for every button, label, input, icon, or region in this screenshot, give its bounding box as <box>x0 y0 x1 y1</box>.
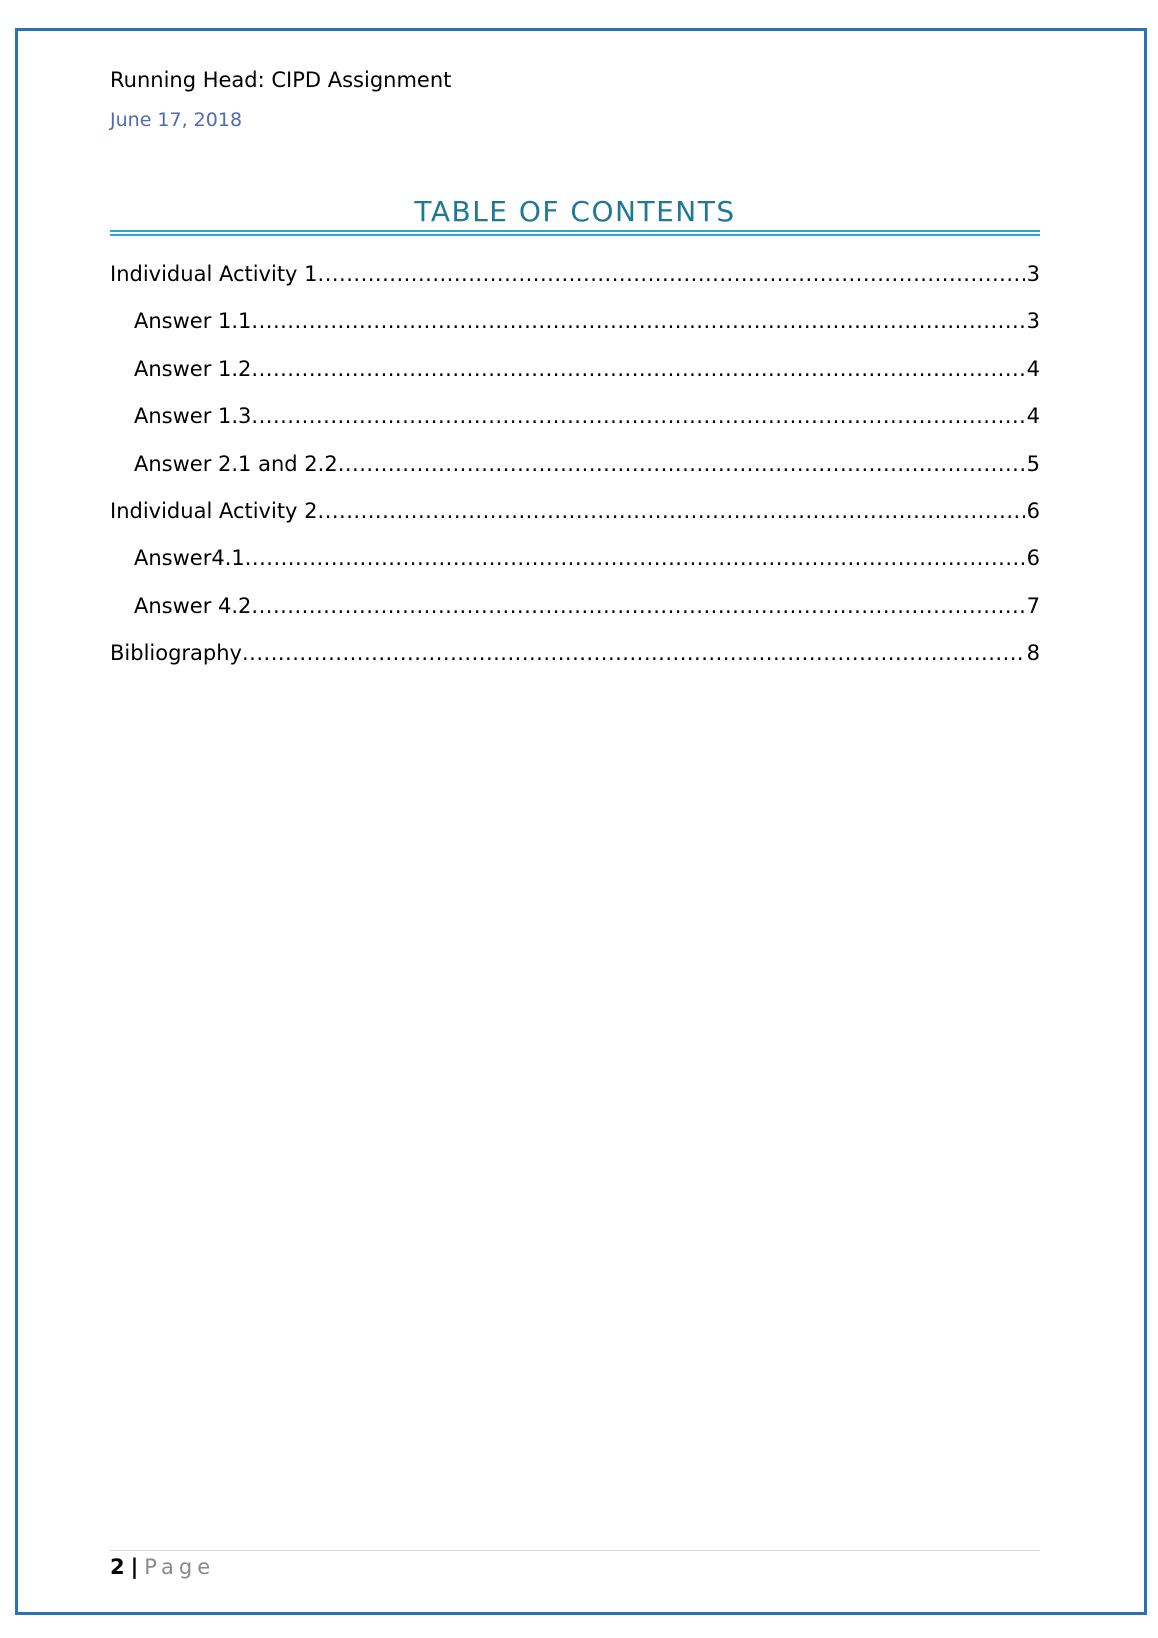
toc-entry-page: 6 <box>1026 546 1040 571</box>
toc-entry-answer-4-2[interactable] <box>110 594 1040 641</box>
toc-list <box>110 262 1040 689</box>
footer-page-word: Page <box>144 1555 216 1579</box>
document-date: June 17, 2018 <box>110 109 243 131</box>
toc-entry-page: 5 <box>1026 451 1040 476</box>
toc-entry-page: 4 <box>1026 404 1040 429</box>
toc-entry-label: Answer 1.1 <box>134 309 252 334</box>
toc-dot-leader <box>251 404 1024 428</box>
toc-entry-page: 8 <box>1026 641 1040 666</box>
toc-entry-label: Answer 1.3 <box>134 404 252 429</box>
footer-page-number: 2 <box>110 1555 125 1579</box>
toc-entry-label: Answer 1.2 <box>134 356 252 381</box>
toc-dot-leader <box>245 546 1025 570</box>
toc-entry-page: 6 <box>1026 498 1040 523</box>
toc-entry-page: 3 <box>1026 309 1040 334</box>
toc-dot-leader <box>318 262 1025 286</box>
toc-entry-answer-2-1-and-2-2[interactable] <box>110 452 1040 499</box>
toc-entry-individual-activity-1[interactable] <box>110 262 1040 309</box>
footer-rule <box>110 1550 1040 1551</box>
toc-dot-leader <box>251 357 1024 381</box>
toc-entry-page: 4 <box>1026 356 1040 381</box>
toc-entry-label: Individual Activity 2 <box>110 498 318 523</box>
toc-title-rule <box>110 230 1040 236</box>
toc-entry-answer-4-1[interactable] <box>110 546 1040 593</box>
toc-entry-label: Answer 4.2 <box>134 593 252 618</box>
footer-separator: | <box>130 1555 139 1579</box>
toc-dot-leader <box>242 641 1025 665</box>
toc-title: TABLE OF CONTENTS <box>414 195 736 228</box>
toc-dot-leader <box>338 452 1025 476</box>
running-head: Running Head: CIPD Assignment <box>110 68 452 92</box>
toc-entry-bibliography[interactable] <box>110 641 1040 688</box>
toc-entry-individual-activity-2[interactable] <box>110 499 1040 546</box>
toc-entry-answer-1-3[interactable] <box>110 404 1040 451</box>
toc-dot-leader <box>251 594 1024 618</box>
toc-dot-leader <box>251 309 1024 333</box>
toc-entry-label: Answer4.1 <box>134 546 245 571</box>
toc-entry-page: 3 <box>1026 262 1040 286</box>
toc-entry-label: Individual Activity 1 <box>110 262 318 286</box>
toc-dot-leader <box>318 499 1025 523</box>
page-footer <box>110 1555 215 1579</box>
toc-entry-label: Bibliography <box>110 641 242 666</box>
toc-entry-page: 7 <box>1026 593 1040 618</box>
toc-entry-answer-1-2[interactable] <box>110 357 1040 404</box>
toc-entry-answer-1-1[interactable] <box>110 309 1040 356</box>
toc-entry-label: Answer 2.1 and 2.2 <box>134 451 338 476</box>
